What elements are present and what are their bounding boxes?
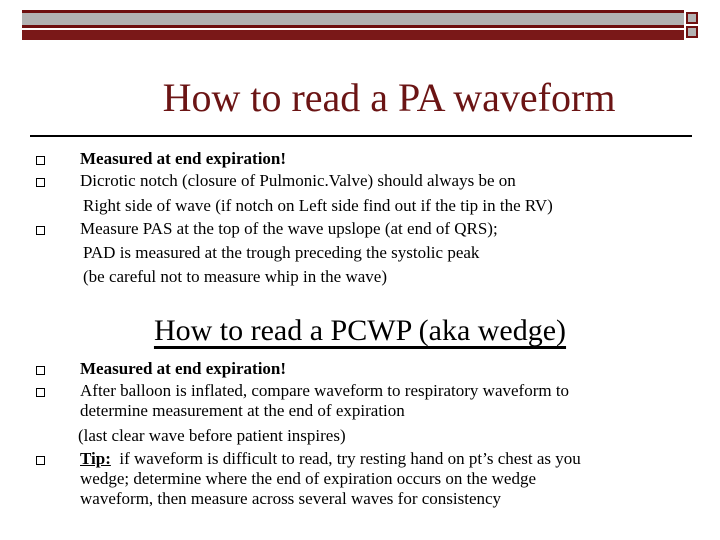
bullet-text: Dicrotic notch (closure of Pulmonic.Valve) should always be on xyxy=(80,171,516,190)
bullet-text-continued: wedge; determine where the end of expiration occurs on the wedge xyxy=(80,469,536,488)
bullet-text: Measured at end expiration! xyxy=(80,149,287,168)
bullet-text: Measure PAS at the top of the wave upslope (at end of QRS); xyxy=(80,219,498,238)
bullet-text-continued: PAD is measured at the trough preceding the systolic peak xyxy=(83,243,480,262)
tip-label: Tip: xyxy=(80,449,111,468)
section-heading xyxy=(0,314,720,348)
bullet-text-continued: Right side of wave (if notch on Left side find out if the tip in the RV) xyxy=(83,196,553,215)
bullet-text-continued: determine measurement at the end of expiration xyxy=(80,401,405,420)
tip-line xyxy=(80,449,581,469)
slide-title: How to read a PA waveform xyxy=(162,75,616,120)
bullet-text-continued: (last clear wave before patient inspires) xyxy=(78,426,346,445)
bullet-box-icon xyxy=(36,388,45,397)
corner-square-icon xyxy=(686,26,698,38)
bullet-text-continued: (be careful not to measure whip in the wave) xyxy=(83,267,387,286)
top-decor-bar xyxy=(22,10,684,28)
bullet-box-icon xyxy=(36,366,45,375)
bullet-box-icon xyxy=(36,156,45,165)
bullet-text-continued: waveform, then measure across several waves for consistency xyxy=(80,489,502,508)
title-divider xyxy=(30,135,692,137)
bullet-box-icon xyxy=(36,178,45,187)
section-heading-text: How to read a PCWP (aka wedge) xyxy=(153,314,567,347)
corner-square-icon xyxy=(686,12,698,24)
bullet-box-icon xyxy=(36,456,45,465)
bullet-text: if waveform is difficult to read, try resting hand on pt’s chest as you xyxy=(119,449,581,468)
top-decor-stripe xyxy=(22,30,684,40)
bullet-text: Measured at end expiration! xyxy=(80,359,287,378)
bullet-text: After balloon is inflated, compare waveform to respiratory waveform to xyxy=(80,381,570,400)
bullet-box-icon xyxy=(36,226,45,235)
